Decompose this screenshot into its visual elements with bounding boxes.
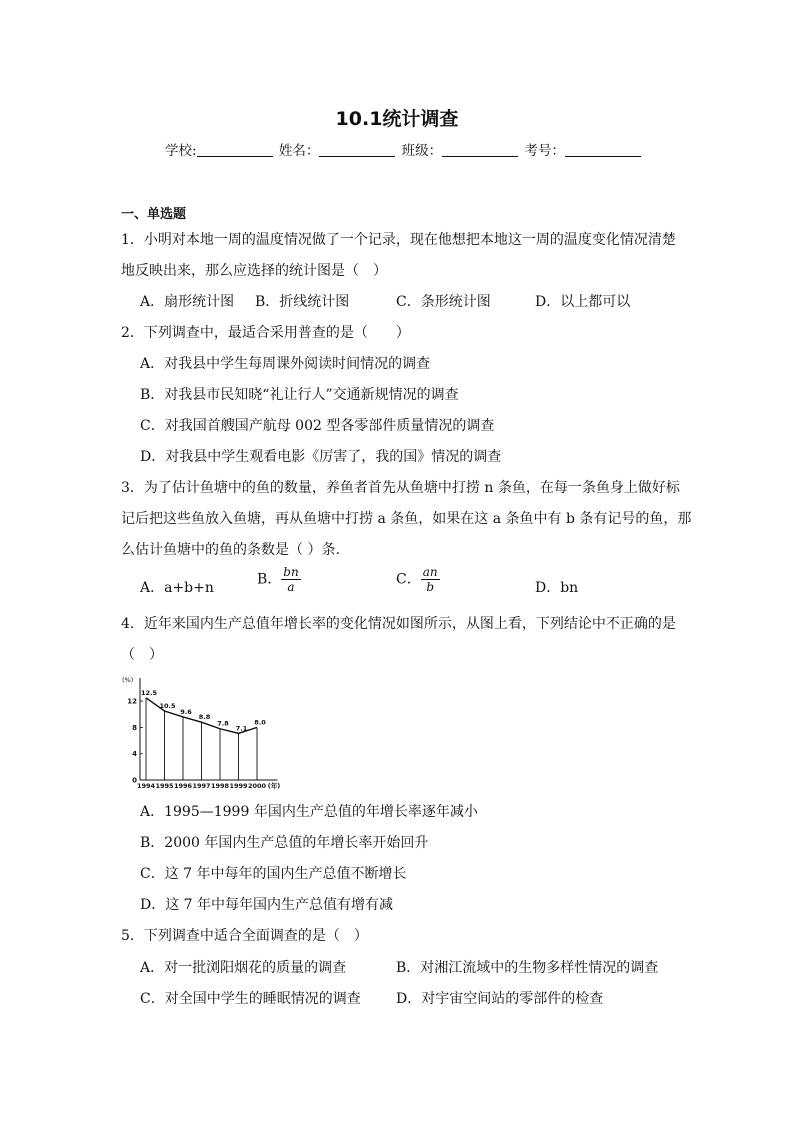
q5-option-a: A．对一批浏阳烟花的质量的调查	[140, 960, 347, 976]
q1-stem-line2: 地反映出来，那么应选择的统计图是（ ）	[121, 263, 387, 279]
name-label: 姓名：	[278, 143, 320, 159]
q2-option-a: A．对我县中学生每周课外阅读时间情况的调查	[140, 356, 431, 372]
q1-option-b: B．折线统计图	[255, 294, 350, 310]
q4-stem-line2: （ ）	[121, 647, 163, 663]
data-label-1999: 7.1	[235, 724, 248, 733]
name-blank[interactable]	[319, 143, 395, 157]
q4-option-a: A．1995—1999 年国内生产总值的年增长率逐年减小	[140, 804, 478, 820]
q3-option-b-label: B．	[257, 571, 282, 588]
q4-option-b: B．2000 年国内生产总值的年增长率开始回升	[140, 835, 429, 851]
x-axis-label: (年)	[267, 782, 281, 790]
q4-option-c: C．这 7 年中每年的国内生产总值不断增长	[140, 866, 407, 882]
exam-number-label: 考号：	[524, 143, 565, 159]
q5-option-b: B．对湘江流域中的生物多样性情况的调查	[396, 960, 659, 976]
q2-option-c: C．对我国首艘国产航母 002 型各零部件质量情况的调查	[140, 418, 495, 434]
q4-option-d: D．这 7 年中每年国内生产总值有增有减	[140, 897, 394, 913]
data-label-1998: 7.8	[217, 719, 229, 728]
x-tick-label-2000: 2000	[247, 782, 267, 790]
page-title: 10.1统计调查	[335, 108, 459, 130]
y-tick-label-12: 12	[127, 697, 137, 706]
q3-option-d: D．bn	[535, 580, 579, 596]
q3-option-c-numerator: an	[422, 565, 438, 579]
data-label-2000: 8.0	[254, 718, 266, 727]
q3-stem-line3: 么估计鱼塘中的鱼的条数是（ ）条.	[121, 542, 340, 558]
school-blank[interactable]	[197, 143, 273, 157]
y-tick-label-4: 4	[132, 750, 137, 759]
q3-option-a: A．a+b+n	[140, 580, 214, 596]
data-label-1995: 10.5	[159, 702, 176, 710]
student-info-line	[165, 139, 643, 159]
q3-option-c-denominator: b	[426, 580, 434, 594]
q5-option-c: C．对全国中学生的睡眠情况的调查	[140, 991, 361, 1007]
q2-option-d: D．对我县中学生观看电影《厉害了，我的国》情况的调查	[140, 449, 502, 465]
q5-option-d: D．对宇宙空间站的零部件的检查	[396, 991, 604, 1007]
q3-stem-line1: 3．为了估计鱼塘中的鱼的数量，养鱼者首先从鱼塘中打捞 n 条鱼，在每一条鱼身上做好标	[121, 480, 680, 496]
x-tick-label-1997: 1997	[192, 782, 211, 790]
q3-stem-line2: 记后把这些鱼放入鱼塘，再从鱼塘中打捞 a 条鱼，如果在这 a 条鱼中有 b 条有记号的鱼，那	[121, 511, 692, 527]
q3-option-b-denominator: a	[287, 580, 295, 594]
exam-number-blank[interactable]	[565, 143, 641, 157]
q2-option-b: B．对我县市民知晓“礼让行人”交通新规情况的调查	[140, 387, 459, 403]
q3-option-c-fraction	[421, 565, 440, 594]
y-axis-label: (%)	[122, 676, 134, 684]
q5-stem: 5．下列调查中适合全面调查的是（ ）	[121, 928, 368, 944]
x-tick-label-1999: 1999	[229, 782, 248, 790]
q2-stem: 2．下列调查中，最适合采用普查的是（ ）	[121, 325, 410, 341]
y-tick-label-8: 8	[132, 723, 137, 732]
data-label-1997: 8.8	[198, 713, 211, 722]
data-label-1996: 9.6	[180, 707, 192, 716]
q3-option-b	[257, 565, 301, 594]
y-tick-label-0: 0	[132, 776, 137, 785]
section-heading: 一、单选题	[121, 207, 187, 222]
x-tick-label-1994: 1994	[136, 782, 156, 790]
data-label-1994: 12.5	[140, 688, 158, 697]
q1-option-c: C．条形统计图	[396, 294, 491, 310]
x-tick-label-1996: 1996	[173, 782, 193, 790]
q1-option-a: A．扇形统计图	[140, 294, 235, 310]
q3-option-b-numerator: bn	[283, 565, 299, 579]
x-tick-label-1998: 1998	[210, 782, 230, 790]
q1-stem-line1: 1．小明对本地一周的温度情况做了一个记录，现在他想把本地这一周的温度变化情况清楚	[121, 232, 676, 248]
class-label: 班级：	[401, 143, 443, 159]
q3-option-c	[396, 565, 440, 594]
class-blank[interactable]	[442, 143, 518, 157]
q1-option-d: D．以上都可以	[535, 294, 631, 310]
growth-rate-line-chart	[118, 670, 298, 792]
school-label: 学校:	[165, 143, 197, 159]
x-tick-label-1995: 1995	[155, 782, 174, 790]
q3-option-b-fraction	[281, 565, 300, 594]
q3-option-c-label: C．	[396, 571, 421, 588]
q4-stem-line1: 4．近年来国内生产总值年增长率的变化情况如图所示，从图上看，下列结论中不正确的是	[121, 616, 676, 632]
